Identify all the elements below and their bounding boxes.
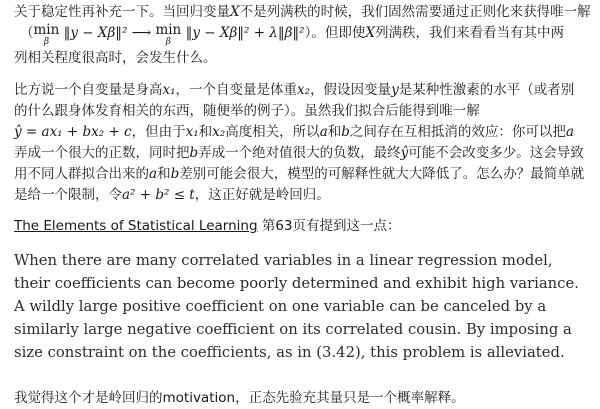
text-span: 和 xyxy=(157,166,171,182)
math-var: b xyxy=(189,145,199,161)
paragraph-stability xyxy=(14,2,590,69)
text-span: 不是列满秩的时候，我们固然需要通过正则化来获得唯一解 xyxy=(239,4,591,20)
article-body xyxy=(14,2,590,409)
text-span: 和 xyxy=(327,124,342,140)
text-span: ，但由于 xyxy=(131,124,186,140)
math-var: x₁ xyxy=(185,124,199,140)
text-span: （ xyxy=(20,25,34,41)
paragraph-example xyxy=(14,80,590,206)
text-span: 列满秩，我们来看看当有其中两 xyxy=(374,25,564,41)
text-span: 比方说一个自变量是身高 xyxy=(14,82,163,98)
text-span: 用不同人群拟合出来的 xyxy=(14,166,149,182)
text-span: 差别可能会很大，模型的可解释性就大大降低了。怎么办？最简单就 xyxy=(179,166,585,182)
quote-line: their coefficients can become poorly determined and exhibit high variance. xyxy=(14,275,579,292)
reference-line xyxy=(14,216,590,237)
text-span: ，这正好就是岭回归。 xyxy=(194,187,330,203)
quote-line: When there are many correlated variables in a linear regression model, xyxy=(14,252,553,269)
min-operator xyxy=(155,24,181,48)
text-line xyxy=(14,122,590,143)
math-var: b xyxy=(170,166,180,182)
min-subscript: β xyxy=(165,37,171,47)
text-span: 弄成一个很大的正数，同时把 xyxy=(14,145,190,161)
text-span: 和 xyxy=(198,124,213,140)
text-line xyxy=(14,80,590,101)
text-line: 的什么跟身体发育相关的东西，随便举的例子）。虽然我们拟合后能得到唯一解 xyxy=(14,103,480,119)
math-expr: ‖y − Xβ‖² + λ‖β‖² xyxy=(185,25,305,41)
math-var: X xyxy=(365,25,375,41)
text-span: 弄成一个绝对值很大的负数，最终 xyxy=(198,145,401,161)
math-var: ŷ xyxy=(400,145,409,161)
text-line xyxy=(14,164,590,185)
min-subscript: β xyxy=(43,37,50,47)
math-expr: ŷ = ax₁ + bx₂ + c xyxy=(14,124,132,140)
math-expr: a² + b² ≤ t xyxy=(122,187,195,203)
math-var: y xyxy=(391,82,399,98)
text-line: 列相关程度很高时，会发生什么。 xyxy=(14,50,217,66)
math-var: a xyxy=(565,124,574,140)
book-quote xyxy=(14,249,590,364)
text-span: 之间存在互相抵消的效应：你可以把 xyxy=(349,124,566,140)
math-var: x₂ xyxy=(297,82,311,98)
math-var: a xyxy=(149,166,158,182)
text-span: ）。但即使 xyxy=(304,25,366,41)
math-expr: ‖y − Xβ‖² xyxy=(63,25,128,41)
quote-line: A wildly large positive coefficient on one variable can be canceled by a xyxy=(14,298,547,315)
math-var: x₂ xyxy=(212,124,226,140)
text-span: ，一个自变量是体重 xyxy=(175,82,298,98)
math-var: X xyxy=(230,4,240,20)
formula-line xyxy=(14,23,590,48)
math-var: a xyxy=(319,124,328,140)
text-span: ，假设因变量 xyxy=(310,82,392,98)
book-title-link[interactable]: The Elements of Statistical Learning xyxy=(14,218,258,234)
math-var: x₁ xyxy=(162,82,176,98)
text-span: 可能不会改变多少。这会导致 xyxy=(408,145,584,161)
text-span: 是给一个限制，令 xyxy=(14,187,122,203)
text-span: 关于稳定性再补充一下。当回归变量 xyxy=(14,4,230,20)
min-label: min xyxy=(155,22,182,38)
text-span: 高度相关，所以 xyxy=(225,124,320,140)
min-operator xyxy=(34,24,60,48)
arrow-symbol: ⟶ xyxy=(131,25,152,41)
closing-remark: 我觉得这个才是岭回归的motivation，正态先验充其量只是一个概率解释。 xyxy=(14,390,465,406)
text-line xyxy=(14,143,590,164)
min-label: min xyxy=(33,22,60,38)
quote-line: size constraint on the coefficients, as in (3.42), this problem is alleviated. xyxy=(14,344,565,361)
quote-line: similarly large negative coefficient on its correlated cousin. By imposing a xyxy=(14,321,572,338)
math-var: b xyxy=(341,124,350,140)
text-span: 是某种性激素的水平（或者别 xyxy=(398,82,575,98)
reference-suffix: 第63页有提到这一点： xyxy=(257,218,401,234)
text-line xyxy=(14,2,590,23)
text-line xyxy=(14,185,590,206)
